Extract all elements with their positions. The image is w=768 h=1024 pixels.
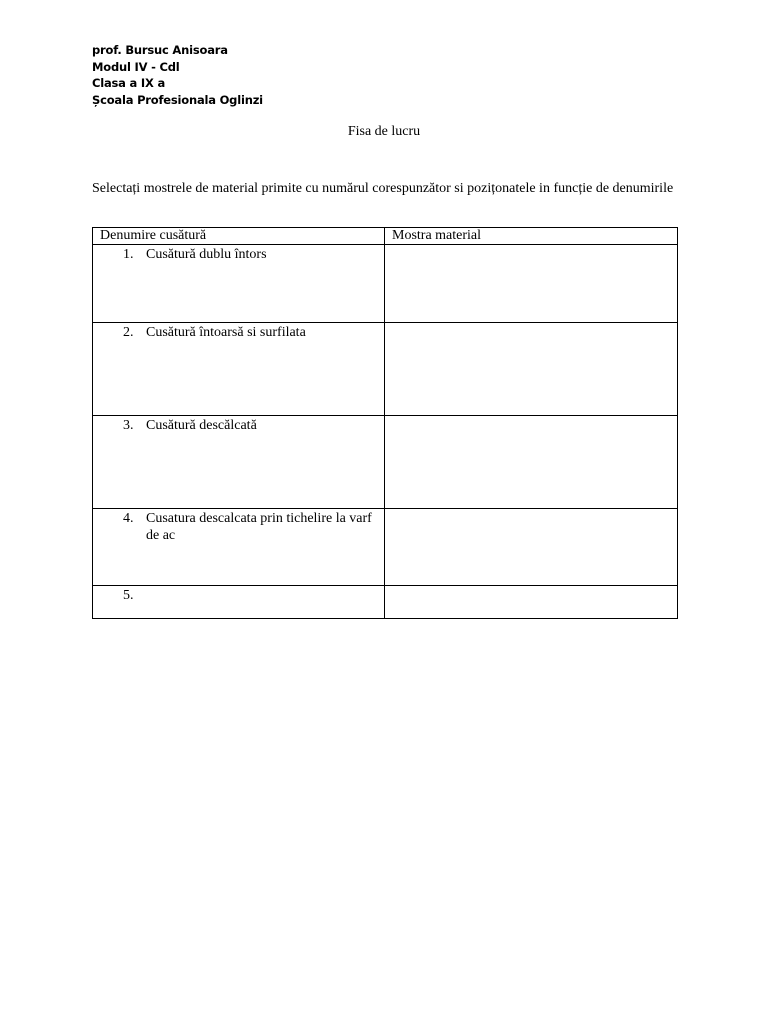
table-row: [93, 323, 678, 416]
stitch-name: Cusătură întoarsă si surfilata: [146, 325, 306, 340]
stitch-name-cell: [93, 586, 385, 619]
stitch-table: [92, 227, 678, 619]
column-header-stitch-name: Denumire cusătură: [93, 228, 385, 245]
material-sample-cell[interactable]: [385, 509, 678, 586]
stitch-name-cell: [93, 323, 385, 416]
table-row: [93, 586, 678, 619]
class-name: Clasa a IX a: [92, 76, 166, 90]
material-sample-cell[interactable]: [385, 323, 678, 416]
table-row: [93, 245, 678, 323]
stitch-name: Cusătură dublu întors: [146, 247, 267, 262]
stitch-name-cell: [93, 245, 385, 323]
row-number: 3.: [123, 418, 134, 433]
instructions-text: Selectați mostrele de material primite cu numărul corespunzător si pozițonatele in funcție de denumirile: [92, 181, 674, 196]
row-number: 1.: [123, 247, 134, 262]
stitch-name: Cusătură descălcată: [146, 418, 257, 433]
material-sample-cell[interactable]: [385, 586, 678, 619]
school-name: Școala Profesionala Oglinzi: [92, 92, 263, 107]
row-number: 2.: [123, 325, 134, 340]
module-name: Modul IV - Cdl: [92, 59, 180, 74]
stitch-name-cell: [93, 416, 385, 509]
material-sample-cell[interactable]: [385, 245, 678, 323]
worksheet-title: Fisa de lucru: [347, 124, 421, 139]
row-number: 4.: [123, 511, 134, 526]
table-header-row: [93, 228, 678, 245]
row-number: 5.: [123, 588, 134, 603]
stitch-name-cell: [93, 509, 385, 586]
table-row: [93, 416, 678, 509]
material-sample-cell[interactable]: [385, 416, 678, 509]
column-header-material-sample: Mostra material: [385, 228, 678, 245]
document-header: [92, 42, 263, 108]
stitch-name: Cusatura descalcata prin tichelire la varf de ac: [146, 511, 372, 543]
table-row: [93, 509, 678, 586]
teacher-name: prof. Bursuc Anisoara: [92, 43, 228, 57]
